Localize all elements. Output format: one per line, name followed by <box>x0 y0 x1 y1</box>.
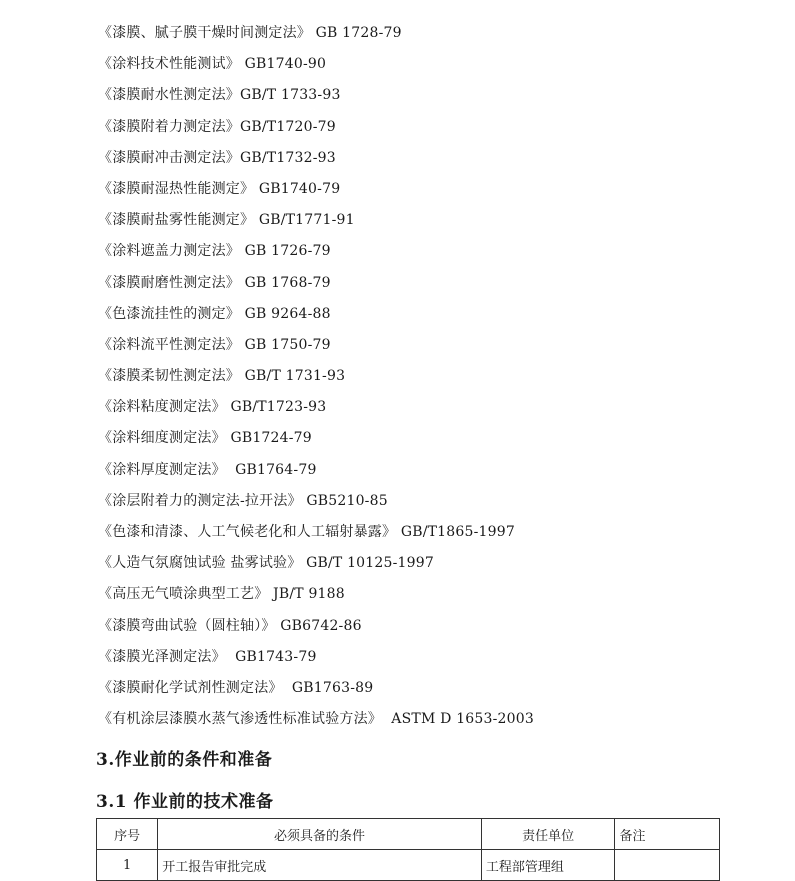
standard-item: 《漆膜、腻子膜干燥时间测定法》 GB 1728-79 <box>98 25 402 41</box>
standard-item: 《人造气氛腐蚀试验 盐雾试验》 GB/T 10125-1997 <box>98 555 434 572</box>
standard-item: 《涂料遮盖力测定法》 GB 1726-79 <box>98 243 331 260</box>
requirements-table <box>96 818 720 881</box>
standard-item: 《高压无气喷涂典型工艺》 JB/T 9188 <box>98 586 345 603</box>
standard-item: 《色漆流挂性的测定》 GB 9264-88 <box>98 305 331 322</box>
header-remarks: 备注 <box>615 819 720 850</box>
standard-item: 《漆膜光泽测定法》 GB1743-79 <box>98 648 317 665</box>
standard-item: 《漆膜耐冲击测定法》GB/T1732-93 <box>98 149 336 166</box>
standard-item: 《色漆和清漆、人工气候老化和人工辐射暴露》 GB/T1865-1997 <box>98 524 515 540</box>
standard-item: 《漆膜弯曲试验（圆柱轴）》 GB6742-86 <box>98 617 362 634</box>
standard-item: 《漆膜耐磨性测定法》 GB 1768-79 <box>98 274 331 291</box>
cell-remarks <box>615 850 720 881</box>
standard-item: 《漆膜柔韧性测定法》 GB/T 1731-93 <box>98 368 346 385</box>
standard-item: 《涂料流平性测定法》 GB 1750-79 <box>98 336 331 353</box>
standard-item: 《涂料细度测定法》 GB1724-79 <box>98 430 312 447</box>
standard-item: 《漆膜耐化学试剂性测定法》 GB1763-89 <box>98 679 374 696</box>
standard-item: 《涂层附着力的测定法-拉开法》 GB5210-85 <box>98 492 388 509</box>
standard-item: 《有机涂层漆膜水蒸气渗透性标准试验方法》 ASTM D 1653-2003 <box>98 711 534 728</box>
header-condition: 必须具备的条件 <box>158 819 482 850</box>
cell-responsible-unit: 工程部管理组 <box>481 850 615 881</box>
header-index: 序号 <box>97 819 158 850</box>
standard-item: 《漆膜耐湿热性能测定》 GB1740-79 <box>98 180 341 197</box>
cell-condition: 开工报告审批完成 <box>158 850 482 881</box>
section-3-heading: 3.作业前的条件和准备 <box>96 750 273 770</box>
section-3-1-heading: 3.1 作业前的技术准备 <box>96 792 274 812</box>
standard-item: 《涂料厚度测定法》 GB1764-79 <box>98 461 317 478</box>
standard-item: 《漆膜耐水性测定法》GB/T 1733-93 <box>98 87 341 104</box>
standards-list <box>98 20 758 737</box>
header-responsible-unit: 责任单位 <box>481 819 615 850</box>
table-header-row <box>97 819 720 850</box>
standard-item: 《漆膜耐盐雾性能测定》 GB/T1771-91 <box>98 212 355 229</box>
standard-item: 《涂料粘度测定法》 GB/T1723-93 <box>98 399 327 416</box>
table-row <box>97 850 720 881</box>
cell-index: 1 <box>97 850 158 881</box>
standard-item: 《涂料技术性能测试》 GB1740-90 <box>98 56 327 73</box>
standard-item: 《漆膜附着力测定法》GB/T1720-79 <box>98 118 336 135</box>
